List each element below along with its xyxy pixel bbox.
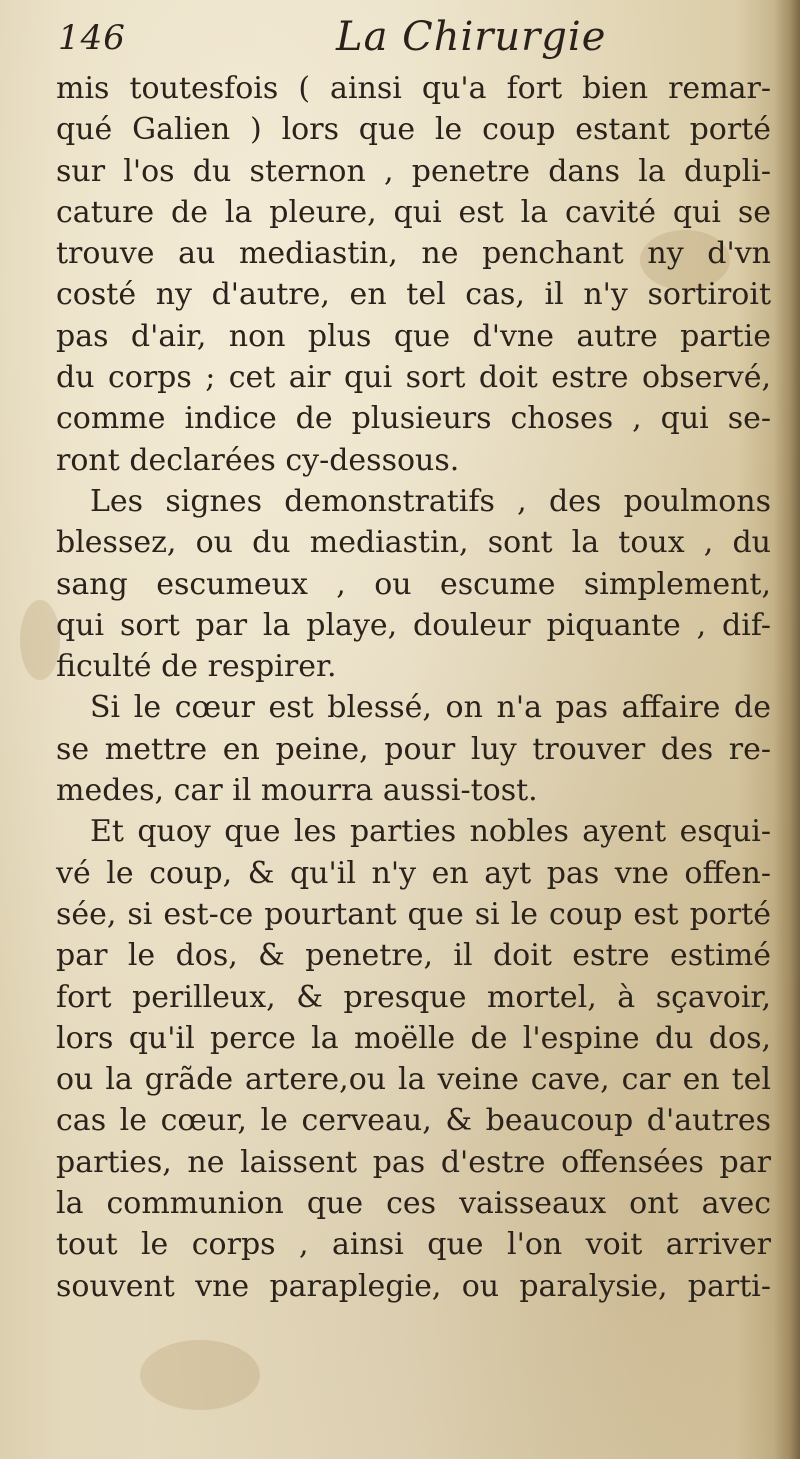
text-line: blessez, ou du mediastin, sont la toux , du [56,525,771,561]
text-line: trouve au mediastin, ne penchant ny d'vn [56,236,771,272]
text-line: qui sort par la playe, douleur piquante , dif- [56,607,771,643]
text-line: comme indice de plusieurs choses , qui se- [56,401,771,437]
text-line: la communion que ces vaisseaux ont avec [56,1186,771,1222]
text-line: sang escumeux , ou escume simplement, [56,566,771,602]
page-number: 146 [58,18,126,58]
text-line: vé le coup, & qu'il n'y en ayt pas vne offen- [56,855,771,891]
text-line: se mettre en peine, pour luy trouver des re- [56,731,771,767]
text-line: cature de la pleure, qui est la cavité qui se [56,194,771,230]
paper-stain [140,1340,260,1410]
text-line: sur l'os du sternon , penetre dans la dupli- [56,153,771,189]
page-edge-shadow [774,0,800,1459]
text-line: Si le cœur est blessé, on n'a pas affaire de [90,690,771,726]
text-line: Et quoy que les parties nobles ayent esqui- [90,814,771,850]
text-line: ou la grãde artere,ou la veine cave, car en tel [56,1062,771,1098]
text-line: sée, si est-ce pourtant que si le coup est porté [56,896,771,932]
text-line: medes, car il mourra aussi-tost. [56,773,538,809]
text-line: mis toutesfois ( ainsi qu'a fort bien remar- [56,71,771,106]
text-line: ficulté de respirer. [56,649,337,685]
body-text [56,68,771,1307]
text-line: qué Galien ) lors que le coup estant porté [56,112,771,148]
running-title: La Chirurgie [336,14,607,60]
text-line: souvent vne paraplegie, ou paralysie, parti- [56,1268,771,1304]
text-line: parties, ne laissent pas d'estre offensées par [56,1144,771,1180]
text-line: par le dos, & penetre, il doit estre estimé [56,938,771,974]
text-line: ront declarées cy-dessous. [56,442,460,478]
text-line: fort perilleux, & presque mortel, à sçavoir, [56,979,771,1015]
running-head [58,14,758,66]
text-line: cas le cœur, le cerveau, & beaucoup d'autres [56,1103,771,1139]
text-line: lors qu'il perce la moëlle de l'espine du dos, [56,1020,771,1056]
paper-stain [20,600,60,680]
text-line: Les signes demonstratifs , des poulmons [90,483,771,519]
text-line: pas d'air, non plus que d'vne autre partie [56,318,771,354]
text-line: du corps ; cet air qui sort doit estre observé, [56,360,771,396]
text-line: tout le corps , ainsi que l'on voit arriver [56,1227,771,1263]
text-line: costé ny d'autre, en tel cas, il n'y sortiroit [56,277,771,313]
